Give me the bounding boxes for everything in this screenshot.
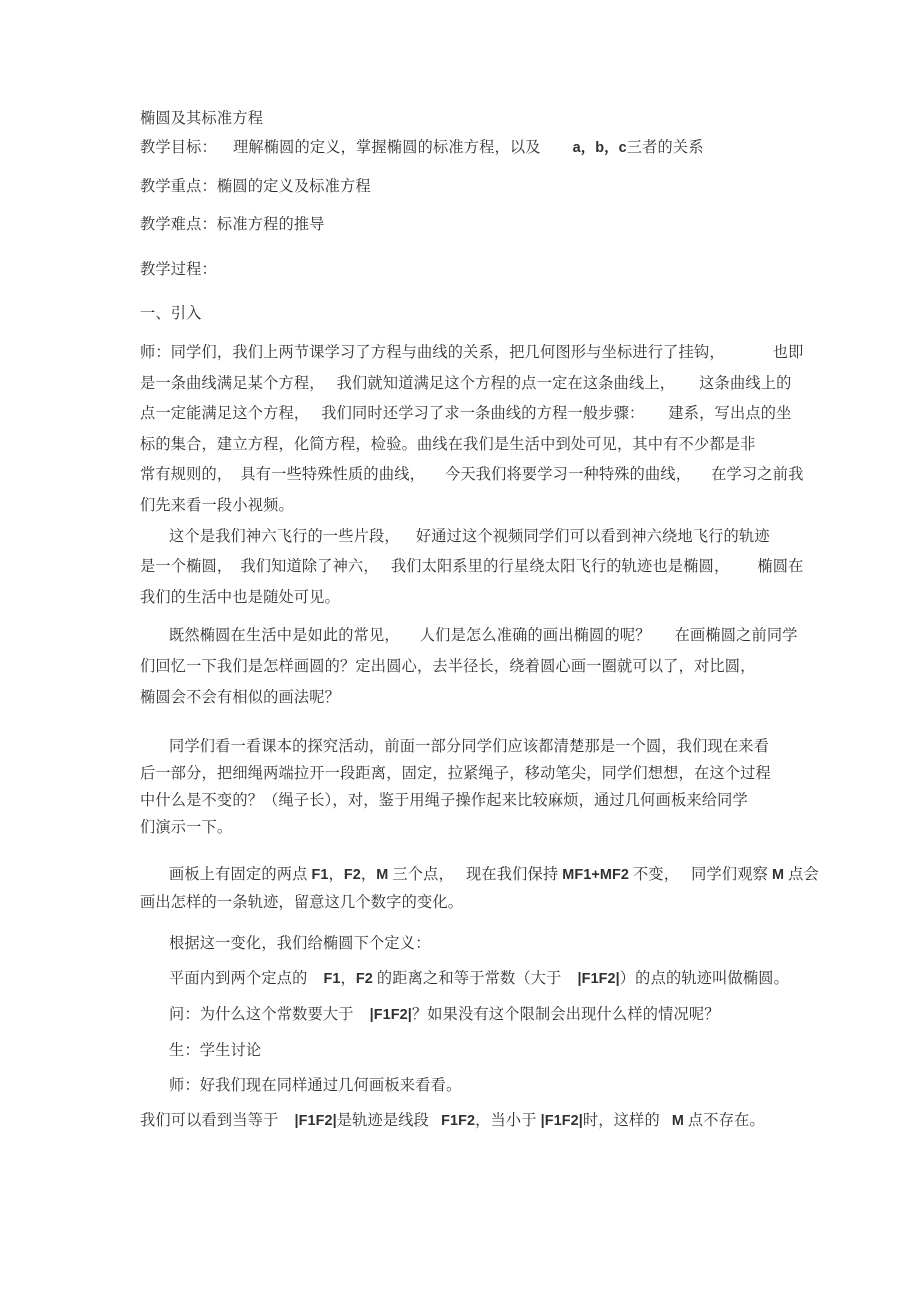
objective-symbols: a，b，c [572,140,627,156]
paragraph-line: 们先来看一段小视频。 [140,496,294,514]
line-text: ， [328,866,344,884]
paragraph-line: 后一部分，把细绳两端拉开一段距离，固定，拉紧绳子，移动笔尖，同学们想想，在这个过程 [140,765,771,783]
paragraph-line: 中什么是不变的？（绳子长），对，鉴于用绳子操作起来比较麻烦，通过几何画板来给同学 [140,792,748,810]
definition-question [140,1001,788,1029]
line-text: 点会 [788,866,819,884]
point-label-m: M [671,1113,684,1130]
focus-label-f1: F1 [323,971,341,988]
paragraph-line: 同学们看一看课本的探究活动，前面一部分同学们应该都清楚那是一个圆，我们现在来看 [169,738,770,756]
spacer [140,957,788,965]
focus-label-f2: F2 [343,867,361,884]
line-text: 点一定能满足这个方程， [140,405,310,423]
line-text: 三个点， [392,866,454,884]
paragraph-line: 椭圆会不会有相似的画法呢？ [140,688,341,706]
line-text: 今天我们将要学习一种特殊的曲线， [444,466,692,484]
objective-text: 理解椭圆的定义，掌握椭圆的标准方程，以及 [232,139,541,156]
line-text: 点不存在。 [687,1112,765,1130]
teaching-objective-line [140,133,788,164]
line-text: ）的点的轨迹叫做椭圆。 [619,970,790,988]
line-text: 我们就知道满足这个方程的点一定在这条曲线上， [336,374,676,392]
document-body [140,104,819,1135]
spacer [140,1064,788,1072]
line-text: 椭圆在 [757,558,804,576]
student-discussion-line: 生：学生讨论 [169,1042,262,1060]
line-text: 的距离之和等于常数（大于 [376,970,562,988]
spacer [140,993,788,1001]
paragraph-line [140,552,804,583]
line-text: 我们知道除了神六， [240,558,379,576]
paragraph-line: 们演示一下。 [140,819,233,837]
line-text: 不变， [632,866,680,884]
line-text: 问：为什么这个常数要大于 [169,1006,354,1024]
line-text: 在画椭圆之前同学 [674,627,798,645]
segment-label: F1F2 [441,1113,476,1130]
line-text: 这条曲线上的 [699,374,792,392]
spacer [140,285,788,299]
process-label: 教学过程： [140,260,217,278]
line-text: 这个是我们神六飞行的一些片段， [169,527,400,545]
paragraph-line [140,460,804,491]
line-text: 具有一些特殊性质的曲线， [240,466,425,484]
line-text: 同学们观察 [691,866,769,884]
paragraph-textbook-activity [140,733,788,841]
point-label-m: M [376,867,389,884]
paragraph-shenzhou [140,522,804,614]
spacer [140,841,788,861]
line-text: 平面内到两个定点的 [169,970,308,988]
spacer [140,916,788,930]
spacer [140,1099,788,1107]
focus-label-f1: F1 [311,867,329,884]
paragraph-line [140,369,792,400]
focus-label-f2: F2 [355,971,373,988]
line-text: 是一个椭圆， [140,558,233,576]
line-text: 也即 [772,343,804,361]
focal-distance: |F1F2| [369,1007,412,1024]
conclusion-line [140,1107,788,1135]
spacer [140,202,788,210]
line-text: 是一条曲线满足某个方程， [140,374,325,392]
line-text: 我们太阳系里的行星绕太阳飞行的轨迹也是椭圆， [390,558,730,576]
section-heading-intro: 一、引入 [140,305,202,323]
difficulty-line: 教学难点：标准方程的推导 [140,216,325,234]
paragraph-line [140,621,798,652]
line-text: 时，这样的 [582,1112,660,1130]
focal-distance: |F1F2| [577,971,620,988]
paragraph-line: 我们的生活中也是随处可见。 [140,588,341,606]
paragraph-line [140,522,788,553]
paragraph-line: 画出怎样的一条轨迹，留意这几个数字的变化。 [140,894,464,912]
focal-distance: |F1F2| [540,1113,583,1130]
spacer [140,241,788,255]
paragraph-line: 标的集合，建立方程，化简方程，检验。曲线在我们是生活中到处可见，其中有不少都是非 [140,435,756,453]
teacher-response-line: 师：好我们现在同样通过几何画板来看看。 [169,1077,462,1095]
paragraph-how-to-draw [140,621,798,713]
point-label-m: M [772,867,785,884]
focal-distance: |F1F2| [294,1113,337,1130]
line-text: 我们可以看到当等于 [140,1112,279,1130]
line-text: ， [340,970,356,988]
spacer [140,613,788,621]
line-text: 在学习之前我 [711,466,804,484]
line-text: ， [360,866,377,884]
line-text: 我们同时还学习了求一条曲线的方程一般步骤： [321,405,645,423]
objective-label: 教学目标： [140,139,217,156]
ellipse-definition [140,965,788,993]
line-text: 好通过这个视频同学们可以看到神六绕地飞行的轨迹 [415,527,770,545]
paragraph-line [140,861,819,889]
line-text: 常有规则的， [140,466,233,484]
line-text: ，当小于 [475,1112,537,1130]
paragraph-line [140,399,792,430]
spacer [140,164,788,172]
paragraph-drawing-board [140,861,819,916]
line-text: 既然椭圆在生活中是如此的常见， [169,627,400,645]
line-text: 人们是怎么准确的画出椭圆的呢？ [419,627,651,645]
line-text: 现在我们保持 [465,866,559,884]
objective-tail: 三者的关系 [626,139,704,156]
paragraph-line [140,338,804,369]
paragraph-line: 们回忆一下我们是怎样画圆的？定出圆心，去半径长，绕着圆心画一圈就可以了，对比圆， [140,657,756,675]
line-text: 画板上有固定的两点 [169,866,308,884]
page-title: 椭圆及其标准方程 [140,110,264,127]
spacer [140,1029,788,1037]
line-text: 建系，写出点的坐 [668,405,792,423]
definition-intro: 根据这一变化，我们给椭圆下个定义： [169,935,431,953]
line-text: 师：同学们，我们上两节课学习了方程与曲线的关系，把几何图形与坐标进行了挂钩， [140,343,725,361]
spacer [140,713,788,733]
paragraph-teacher-intro [140,338,804,522]
line-text: 是轨迹是线段 [336,1112,430,1130]
key-point-line: 教学重点：椭圆的定义及标准方程 [140,177,371,195]
sum-expression: MF1+MF2 [562,867,629,884]
spacer [140,330,788,338]
line-text: ？如果没有这个限制会出现什么样的情况呢？ [411,1006,720,1024]
